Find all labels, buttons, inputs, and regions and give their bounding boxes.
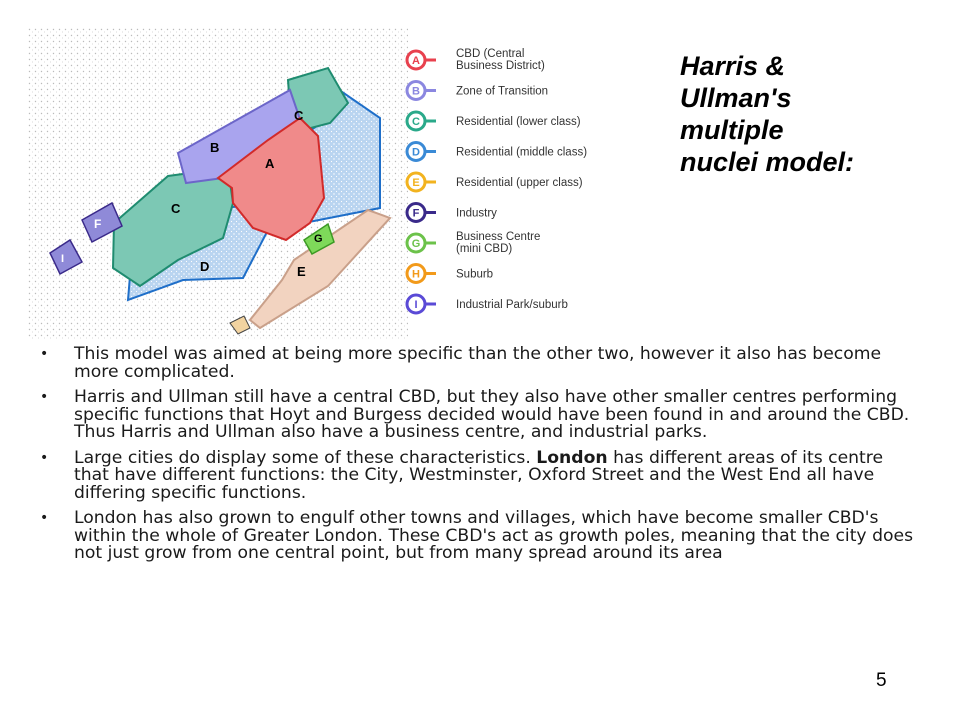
title-line: nuclei model: bbox=[680, 147, 855, 177]
bullet-dot: • bbox=[40, 346, 49, 362]
bullet-item bbox=[40, 447, 920, 503]
legend-label: Industrial Park/suburb bbox=[456, 299, 568, 311]
title-line: Harris & bbox=[680, 51, 786, 81]
title-line: multiple bbox=[680, 115, 784, 145]
bullet-text: has different areas of its centre that have different functions: the City, Westminster, Oxford Street and the West End all have differing specific functions. bbox=[74, 447, 884, 503]
bullet-text: This model was aimed at being more specific than the other two, however it also has become more complicated. bbox=[74, 344, 882, 382]
legend-letter: I bbox=[414, 299, 418, 311]
legend-letter: D bbox=[412, 146, 420, 159]
zone-label-g: G bbox=[314, 233, 323, 245]
zone-label-b: B bbox=[210, 140, 220, 155]
page-number: 5 bbox=[876, 670, 887, 691]
multiple-nuclei-diagram bbox=[28, 28, 624, 340]
legend-label: Business District) bbox=[456, 60, 545, 72]
legend-letter: E bbox=[412, 177, 420, 189]
urban-model-map bbox=[28, 28, 624, 340]
bullet-dot: • bbox=[40, 510, 49, 526]
legend-label: Suburb bbox=[456, 268, 494, 281]
bullet-list bbox=[40, 346, 920, 571]
bullet-dot: • bbox=[40, 389, 49, 405]
title-line: Ullman's bbox=[680, 83, 792, 113]
legend-letter: F bbox=[412, 207, 420, 220]
legend-letter: H bbox=[412, 268, 420, 281]
legend-label: Industry bbox=[456, 207, 497, 220]
legend-letter: C bbox=[412, 116, 420, 128]
bullet-item bbox=[40, 346, 920, 381]
legend-letter: A bbox=[412, 55, 420, 67]
zone-label-f: F bbox=[94, 217, 102, 231]
zone-label-e: E bbox=[297, 264, 306, 279]
zone-label-c-right: C bbox=[294, 108, 304, 123]
bullet-item bbox=[40, 389, 920, 442]
legend-label: Residential (lower class) bbox=[456, 116, 581, 128]
legend-label: Residential (upper class) bbox=[456, 177, 583, 189]
slide-title bbox=[680, 50, 940, 178]
bullet-text: London has also grown to engulf other towns and villages, which have become smaller CBD's within the whole of Greater London. These CBD's act as growth poles, meaning that the city does not just grow from one central point, but from many spread around its area bbox=[74, 508, 914, 563]
bullet-text: Large cities do display some of these characteristics. bbox=[74, 447, 537, 468]
zone-label-c-left: C bbox=[171, 201, 181, 216]
legend-label: Zone of Transition bbox=[456, 85, 549, 98]
zone-label-i: I bbox=[61, 253, 65, 265]
bullet-dot: • bbox=[40, 449, 49, 466]
zone-label-a: A bbox=[265, 156, 275, 171]
legend-letter: B bbox=[412, 85, 420, 98]
legend-label: CBD (Central bbox=[456, 48, 525, 60]
map-legend bbox=[407, 48, 587, 313]
bullet-item bbox=[40, 510, 920, 563]
bullet-text: Harris and Ullman still have a central CBD, but they also have other smaller centres performing specific functions that Hoyt and Burgess decided would have been found in and around the CBD. Thus Harris and Ullman also have a business centre, and industrial parks. bbox=[74, 387, 910, 442]
bold-text: London bbox=[536, 447, 608, 468]
legend-letter: G bbox=[411, 238, 421, 250]
legend-label: Business Centre bbox=[456, 231, 541, 243]
legend-label: (mini CBD) bbox=[456, 243, 513, 255]
legend-label: Residential (middle class) bbox=[456, 146, 588, 159]
zone-label-d: D bbox=[200, 259, 210, 274]
